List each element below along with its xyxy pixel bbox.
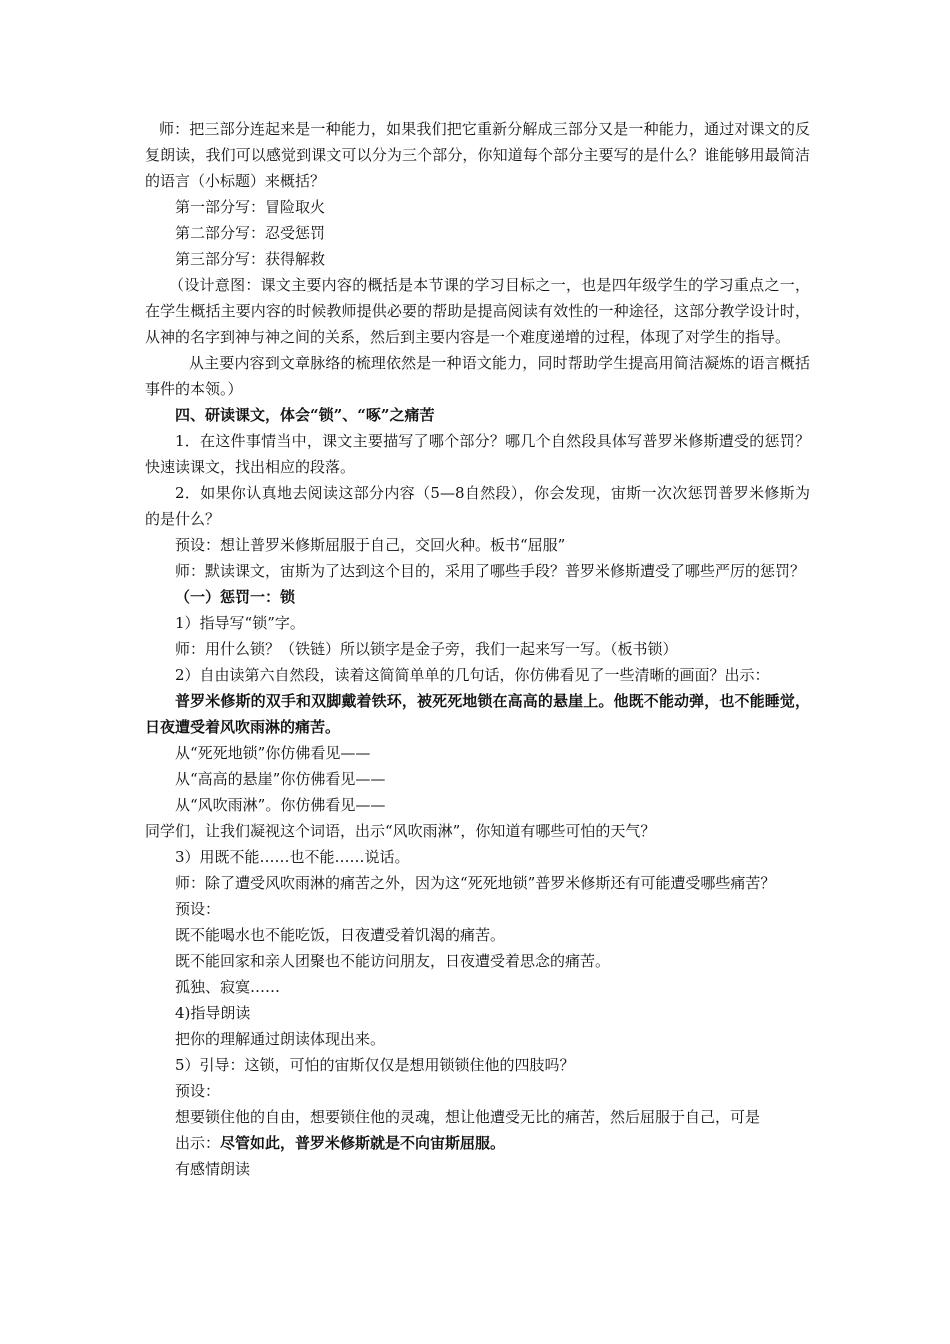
preset-missing-family: 既不能回家和亲人团聚也不能访问朋友，日夜遭受着思念的痛苦。 [175,952,611,970]
teacher-silent-reading: 师：默读课文，宙斯为了达到这个目的，采用了哪些手段？普罗米修斯遭受了哪些严厉的惩罚？ [175,562,806,580]
never-surrender-bold: 尽管如此，普罗米修斯就是不向宙斯屈服。 [220,1134,506,1152]
preset-label: 预设： [175,900,221,918]
step-one-write-lock: 1）指导写“锁”字。 [175,614,305,632]
read-with-feeling: 有感情朗读 [175,1160,251,1178]
preset-hunger-thirst: 既不能喝水也不能吃饭，日夜遭受着饥渴的痛苦。 [175,926,506,944]
step-four-reading-aloud: 4)指导朗读 [175,1004,251,1022]
step-two-free-reading: 2）自由读第六自然段，读着这简简单单的几句话，你仿佛看见了一些清晰的画面？出示： [175,666,770,684]
quoted-passage-bold: 普罗米修斯的双手和双脚戴着铁环，被死死地锁在高高的悬崖上。他既不能动弹，也不能睡觉，日夜遭受着风吹雨淋的痛苦。 [145,692,810,736]
prompt-wind-rain: 从“风吹雨淋”。你仿佛看见—— [175,796,386,814]
part-one-line: 第一部分写：冒险取火 [175,198,326,216]
design-intent-continued: 从主要内容到文章脉络的梳理依然是一种语文能力，同时帮助学生提高用简洁凝炼的语言概括事件的本领。） [145,354,810,398]
part-two-line: 第二部分写：忍受惩罚 [175,224,326,242]
preset-label-2: 预设： [175,1082,221,1100]
prompt-locked-tight: 从“死死地锁”你仿佛看见—— [175,744,371,762]
preset-loneliness: 孤独、寂寞…… [175,978,281,996]
part-three-line: 第三部分写：获得解救 [175,250,326,268]
show-line [145,1130,810,1156]
subsection-punishment-lock: （一）惩罚一：锁 [175,588,296,606]
teacher-what-lock: 师：用什么锁？（铁链）所以锁字是金子旁，我们一起来写一写。（板书锁） [175,640,678,658]
question-one: 1．在这件事情当中，课文主要描写了哪个部分？哪几个自然段具体写普罗米修斯遭受的惩罚？快速读课文，找出相应的段落。 [145,432,810,476]
document-page [145,116,810,1182]
students-gaze-word: 同学们，让我们凝视这个词语，出示“风吹雨淋”，你知道有哪些可怕的天气？ [145,822,656,840]
question-two: 2．如果你认真地去阅读这部分内容（5—8自然段），你会发现，宙斯一次次惩罚普罗米修斯为的是什么？ [145,484,810,528]
section-heading-four: 四、研读课文，体会“锁”、“啄”之痛苦 [175,406,435,424]
preset-lock-freedom: 想要锁住他的自由，想要锁住他的灵魂，想让他遭受无比的痛苦，然后屈服于自己，可是 [175,1108,761,1126]
show-label: 出示： [175,1134,221,1152]
express-understanding: 把你的理解通过朗读体现出来。 [175,1030,386,1048]
preset-answer-surrender: 预设：想让普罗米修斯屈服于自己，交回火种。板书“屈服” [175,536,566,554]
prompt-high-cliff: 从“高高的悬崖”你仿佛看见—— [175,770,386,788]
design-intent-paragraph: （设计意图：课文主要内容的概括是本节课的学习目标之一，也是四年级学生的学习重点之一，在学生概括主要内容的时候教师提供必要的帮助是提高阅读有效性的一种途径，这部分教学设计时，从神的名字到神与神之间的关系，然后到主要内容是一个难度递增的过程，体现了对学生的指导。 [145,276,810,346]
teacher-other-pains: 师：除了遭受风吹雨淋的痛苦之外，因为这“死死地锁”普罗米修斯还有可能遭受哪些痛苦？ [175,874,776,892]
paragraph-intro: 师：把三部分连起来是一种能力，如果我们把它重新分解成三部分又是一种能力，通过对课文的反复朗读，我们可以感觉到课文可以分为三个部分，你知道每个部分主要写的是什么？谁能够用最简洁的语言（小标题）来概括？ [145,120,810,190]
step-three-sentence: 3）用既不能……也不能……说话。 [175,848,410,866]
step-five-guide: 5）引导：这锁，可怕的宙斯仅仅是想用锁锁住他的四肢吗？ [175,1056,575,1074]
